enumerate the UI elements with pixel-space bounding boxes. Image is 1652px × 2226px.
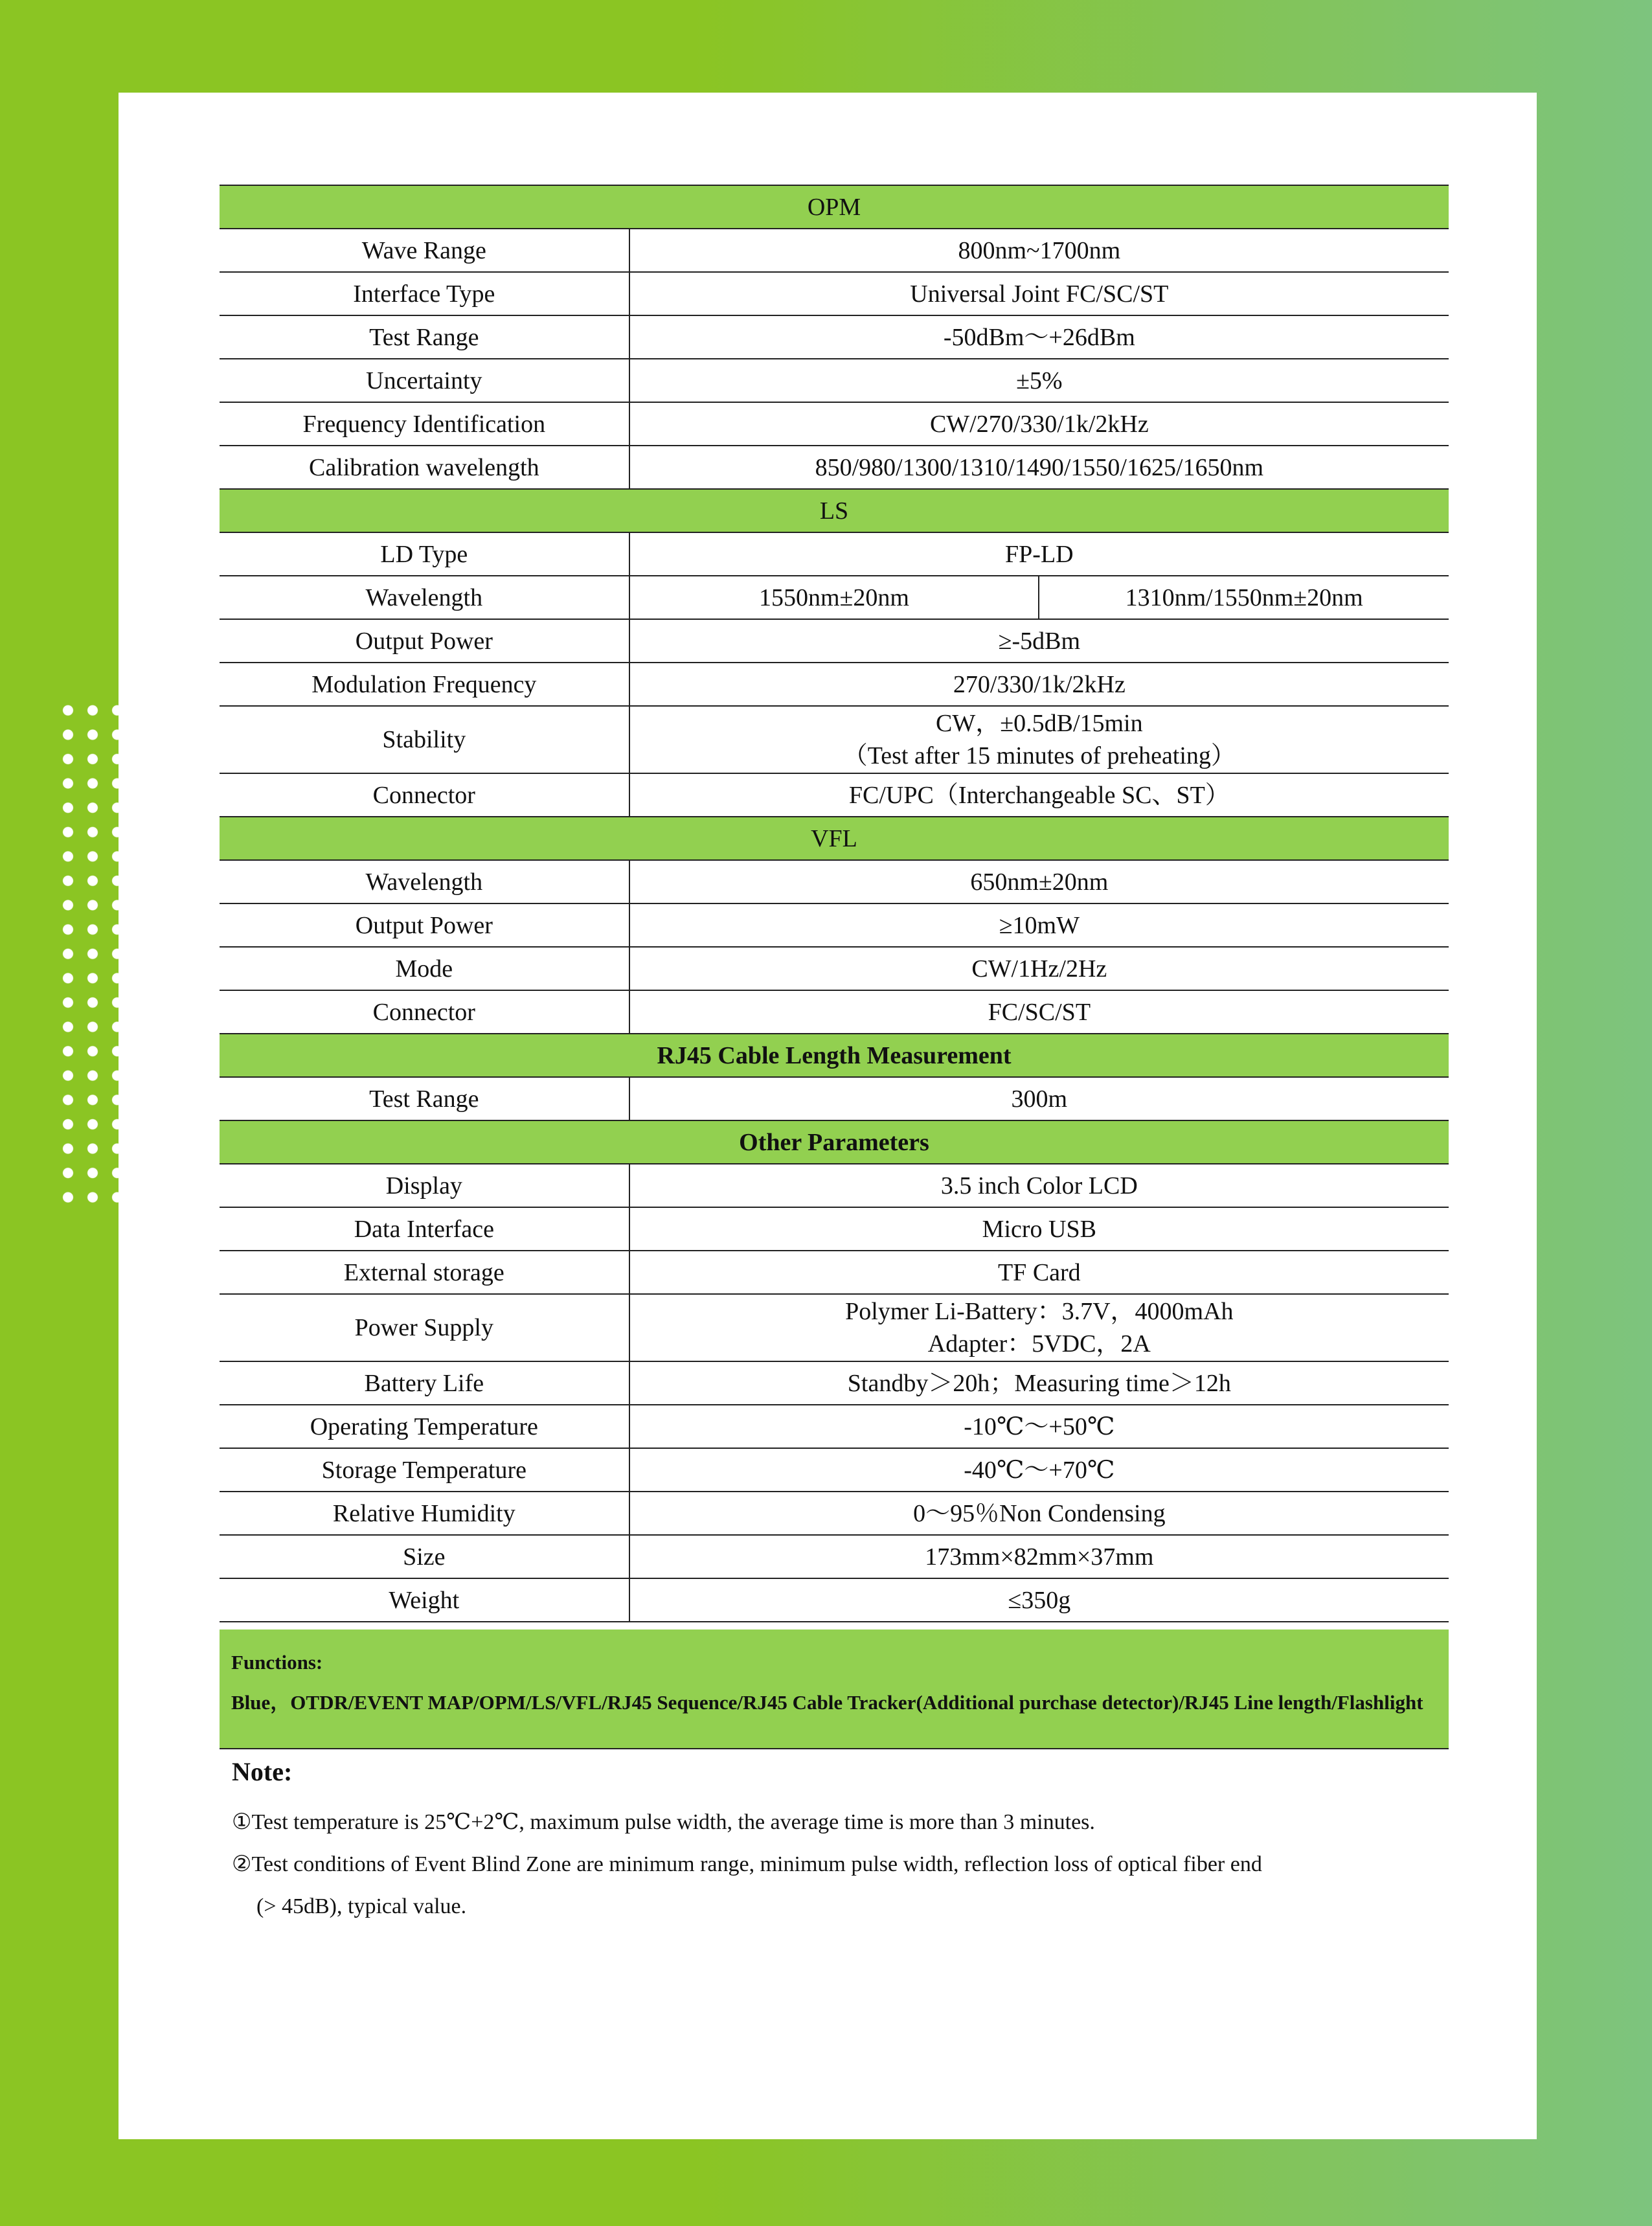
table-row: [220, 359, 1449, 402]
row-label: Modulation Frequency: [220, 663, 629, 706]
table-row: [220, 860, 1449, 903]
row-label: Connector: [220, 990, 629, 1034]
row-value: ≥-5dBm: [629, 619, 1449, 663]
row-value: [629, 706, 1449, 773]
value-line: Adapter：5VDC，2A: [927, 1330, 1151, 1357]
row-label: Power Supply: [220, 1294, 629, 1361]
row-value: 300m: [629, 1077, 1449, 1120]
section-title: LS: [220, 489, 1449, 532]
row-value: 173mm×82mm×37mm: [629, 1535, 1449, 1578]
row-value: FC/UPC（Interchangeable SC、ST）: [629, 773, 1449, 817]
row-value: CW/1Hz/2Hz: [629, 947, 1449, 990]
row-value: 0～95％Non Condensing: [629, 1492, 1449, 1535]
row-label: Connector: [220, 773, 629, 817]
table-row: [220, 1077, 1449, 1120]
row-value: 1550nm±20nm: [629, 576, 1039, 619]
section-title: Other Parameters: [220, 1120, 1449, 1164]
value-line: CW，±0.5dB/15min: [936, 710, 1143, 737]
row-label: Test Range: [220, 315, 629, 359]
row-value: ±5%: [629, 359, 1449, 402]
row-label: Test Range: [220, 1077, 629, 1120]
row-label: Stability: [220, 706, 629, 773]
row-value: -50dBm～+26dBm: [629, 315, 1449, 359]
row-value: CW/270/330/1k/2kHz: [629, 402, 1449, 446]
row-value: FC/SC/ST: [629, 990, 1449, 1034]
note-line: (> 45dB), typical value.: [256, 1894, 467, 1918]
section-header-opm: [220, 185, 1449, 229]
section-header-other: [220, 1120, 1449, 1164]
row-value: [629, 1294, 1449, 1361]
decorative-dot-grid: [56, 698, 120, 1210]
row-label: Mode: [220, 947, 629, 990]
note-title: Note:: [232, 1757, 293, 1786]
table-row: [220, 903, 1449, 947]
table-row: [220, 619, 1449, 663]
table-row: [220, 990, 1449, 1034]
section-header-ls: [220, 489, 1449, 532]
value-line: （Test after 15 minutes of preheating）: [843, 742, 1236, 769]
section-title: OPM: [220, 185, 1449, 229]
row-value: ≤350g: [629, 1578, 1449, 1622]
row-value: -10℃～+50℃: [629, 1405, 1449, 1448]
section-title: RJ45 Cable Length Measurement: [220, 1034, 1449, 1077]
row-value: TF Card: [629, 1251, 1449, 1294]
table-row: [220, 1251, 1449, 1294]
row-value: FP-LD: [629, 532, 1449, 576]
table-row: [220, 576, 1449, 619]
table-row: [220, 1164, 1449, 1207]
note-line: ②Test conditions of Event Blind Zone are minimum range, minimum pulse width, reflection loss of optical fiber end: [232, 1852, 1262, 1876]
row-value: 3.5 inch Color LCD: [629, 1164, 1449, 1207]
table-row: [220, 1535, 1449, 1578]
row-label: Data Interface: [220, 1207, 629, 1251]
row-label: Weight: [220, 1578, 629, 1622]
row-value: 270/330/1k/2kHz: [629, 663, 1449, 706]
row-value: Standby＞20h；Measuring time＞12h: [629, 1361, 1449, 1405]
row-value: 650nm±20nm: [629, 860, 1449, 903]
table-row: [220, 1361, 1449, 1405]
table-row: [220, 315, 1449, 359]
row-value: 800nm~1700nm: [629, 229, 1449, 272]
row-value: Micro USB: [629, 1207, 1449, 1251]
table-row: [220, 773, 1449, 817]
section-title: VFL: [220, 817, 1449, 860]
section-header-rj45: [220, 1034, 1449, 1077]
row-label: Relative Humidity: [220, 1492, 629, 1535]
row-label: Frequency Identification: [220, 402, 629, 446]
row-label: LD Type: [220, 532, 629, 576]
table-row: [220, 272, 1449, 315]
table-row: [220, 402, 1449, 446]
table-row: [220, 1294, 1449, 1361]
functions-box: [220, 1630, 1449, 1749]
table-row: [220, 1448, 1449, 1492]
row-value: 850/980/1300/1310/1490/1550/1625/1650nm: [629, 446, 1449, 489]
functions-title: Functions:: [231, 1651, 323, 1674]
row-value: ≥10mW: [629, 903, 1449, 947]
row-label: Interface Type: [220, 272, 629, 315]
row-label: Operating Temperature: [220, 1405, 629, 1448]
row-label: Battery Life: [220, 1361, 629, 1405]
row-label: Wave Range: [220, 229, 629, 272]
table-row: [220, 1405, 1449, 1448]
table-row: [220, 1492, 1449, 1535]
table-row: [220, 532, 1449, 576]
table-row: [220, 663, 1449, 706]
row-label: Wavelength: [220, 860, 629, 903]
row-label: Size: [220, 1535, 629, 1578]
section-header-vfl: [220, 817, 1449, 860]
row-label: Output Power: [220, 619, 629, 663]
table-row: [220, 1207, 1449, 1251]
row-label: Display: [220, 1164, 629, 1207]
table-row: [220, 947, 1449, 990]
note-section: [232, 1756, 1449, 1927]
table-row: [220, 706, 1449, 773]
table-row: [220, 446, 1449, 489]
row-value: Universal Joint FC/SC/ST: [629, 272, 1449, 315]
functions-text: Blue，OTDR/EVENT MAP/OPM/LS/VFL/RJ45 Sequence/RJ45 Cable Tracker(Additional purchase detector)/RJ45 Line length/Flashlight: [231, 1691, 1423, 1714]
row-label: Uncertainty: [220, 359, 629, 402]
table-row: [220, 229, 1449, 272]
note-line: ①Test temperature is 25℃+2℃, maximum pulse width, the average time is more than 3 minutes.: [232, 1810, 1095, 1834]
spec-table: [220, 185, 1449, 1622]
table-row: [220, 1578, 1449, 1622]
spec-sheet: [119, 93, 1537, 2139]
row-label: Output Power: [220, 903, 629, 947]
value-line: Polymer Li-Battery：3.7V，4000mAh: [845, 1298, 1234, 1325]
row-value: 1310nm/1550nm±20nm: [1039, 576, 1449, 619]
row-label: Calibration wavelength: [220, 446, 629, 489]
row-label: Storage Temperature: [220, 1448, 629, 1492]
row-label: External storage: [220, 1251, 629, 1294]
row-value: -40℃～+70℃: [629, 1448, 1449, 1492]
row-label: Wavelength: [220, 576, 629, 619]
